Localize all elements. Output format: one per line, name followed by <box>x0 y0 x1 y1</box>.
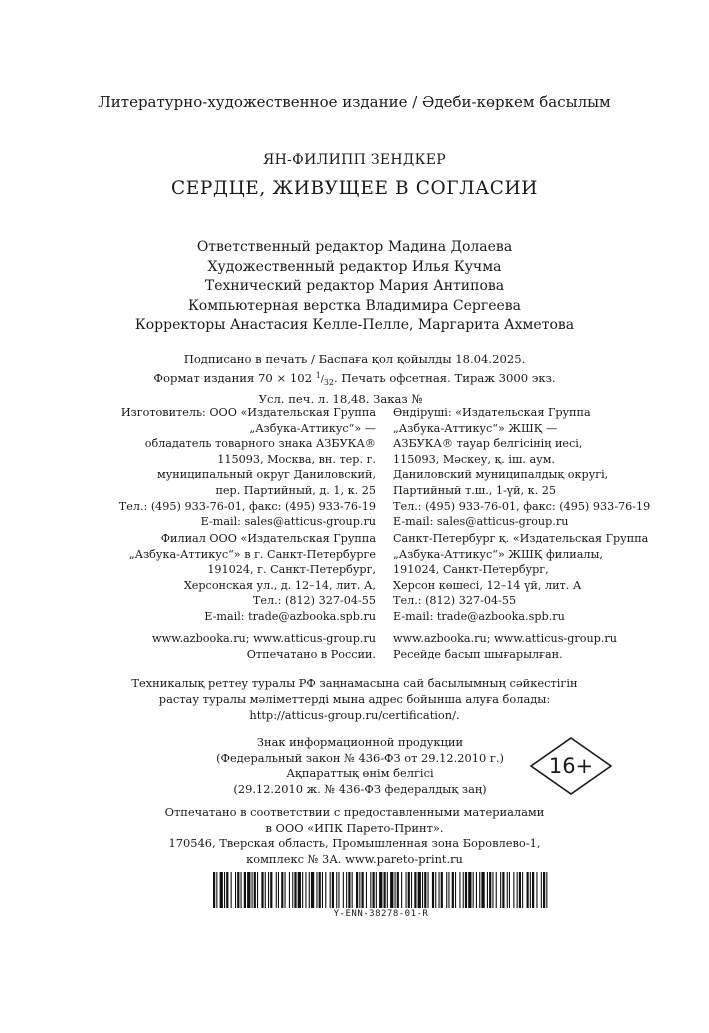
barcode-bar <box>294 872 296 908</box>
barcode-bar <box>379 872 382 908</box>
certification-info <box>0 675 709 723</box>
barcode-bar <box>406 872 407 908</box>
barcode-bar <box>536 872 537 908</box>
barcode-bar <box>418 872 421 908</box>
barcode-bar <box>336 872 337 908</box>
barcode-bar <box>309 872 310 908</box>
barcode-bar <box>241 872 242 908</box>
manufacturer-ru <box>119 405 376 530</box>
barcode-bar <box>509 872 510 908</box>
branch-kz-line: „Азбука-Аттикус“» ЖШҚ филиалы, <box>393 547 603 561</box>
barcode-bar <box>532 872 534 908</box>
age-rating-badge <box>529 736 613 796</box>
web-kz <box>393 631 617 662</box>
author-name: ЯН-ФИЛИПП ЗЕНДКЕР <box>263 152 446 168</box>
branch-ru-line: E-mail: trade@azbooka.spb.ru <box>204 609 376 623</box>
barcode-bar <box>476 872 477 908</box>
branch-ru-line: Херсонская ул., д. 12–14, лит. А, <box>183 578 376 592</box>
barcode-bar <box>257 872 258 908</box>
barcode-bar <box>496 872 497 908</box>
barcode-bar <box>281 872 283 908</box>
format-line <box>0 368 709 391</box>
barcode-bar <box>473 872 474 908</box>
manufacturer-ru-line: Изготовитель: ООО «Издательская Группа <box>120 406 376 419</box>
barcode-bar <box>265 872 266 908</box>
barcode-bar <box>455 872 456 908</box>
age-info <box>180 735 540 797</box>
printer-info <box>0 805 709 867</box>
barcode-bar <box>370 872 371 908</box>
branch-ru-line: Филиал ООО «Издательская Группа <box>160 532 376 545</box>
barcode-bar <box>332 872 334 908</box>
branch-ru-line: „Азбука-Аттикус“» в г. Санкт-Петербурге <box>128 547 376 561</box>
manufacturer-ru-line: 115093, Москва, вн. тер. г. <box>217 452 376 466</box>
credit-line: Корректоры Анастасия Келле-Пелле, Маргарита Ахметова <box>134 317 575 333</box>
barcode-bar <box>530 872 531 908</box>
format-fraction: $^1/_{32}$ <box>315 370 335 387</box>
age-info-line: (29.12.2010 ж. № 436-ФЗ федералдық заң) <box>233 781 487 796</box>
manufacturer-kz-line: E-mail: sales@atticus-group.ru <box>393 515 569 529</box>
manufacturer-kz-line: АЗБУКА® тауар белгісінің иесі, <box>393 437 583 451</box>
barcode-bar <box>395 872 396 908</box>
barcode-bar <box>311 872 314 908</box>
barcode-bar <box>519 872 521 908</box>
age-rating-label: 16+ <box>548 754 594 778</box>
barcode-bar <box>322 872 323 908</box>
barcode-bar <box>285 872 286 908</box>
barcode-bar <box>254 872 256 908</box>
barcode-bar <box>316 872 317 908</box>
barcode-bar <box>390 872 393 908</box>
barcode-bar <box>441 872 443 908</box>
manufacturer-ru-line: „Азбука-Аттикус“» — <box>249 421 376 435</box>
branch-kz-line: Тел.: (812) 327-04-55 <box>393 594 517 608</box>
certification-url: http://atticus-group.ru/certification/. <box>249 708 460 722</box>
barcode-bar <box>448 872 449 908</box>
barcode-bar <box>541 872 542 908</box>
barcode-bar <box>366 872 367 908</box>
format-suffix: . Печать офсетная. Тираж 3000 экз. <box>334 370 556 385</box>
age-info-line: Знак информационной продукции <box>256 735 464 749</box>
book-title: СЕРДЦЕ, ЖИВУЩЕЕ В СОГЛАСИИ <box>171 178 538 199</box>
websites-kz: www.azbooka.ru; www.atticus-group.ru <box>393 632 617 645</box>
barcode-bar <box>513 872 514 908</box>
barcode-bar <box>268 872 269 908</box>
manufacturer-ru-line: пер. Партийный, д. 1, к. 25 <box>215 483 376 497</box>
barcode-bar <box>343 872 344 908</box>
credit-line: Компьютерная верстка Владимира Сергеева <box>187 297 522 314</box>
barcode-bar <box>543 872 545 908</box>
manufacturer-kz-line: Өндіруші: «Издательская Группа <box>393 406 591 419</box>
branch-kz-line: Санкт-Петербург қ. «Издательская Группа <box>393 532 649 545</box>
credit-line: Технический редактор Мария Антипова <box>204 278 505 294</box>
barcode-bar <box>261 872 263 908</box>
manufacturer-kz-line: „Азбука-Аттикус“» ЖШҚ — <box>393 421 558 435</box>
manufacturer-kz-line: Тел.: (495) 933-76-01, факс: (495) 933-76-19 <box>393 499 651 513</box>
barcode-bar <box>244 872 246 908</box>
barcode-bar <box>428 872 429 908</box>
barcode-bar <box>414 872 416 908</box>
barcode-bar <box>446 872 447 908</box>
barcode-bar <box>235 872 236 908</box>
format-prefix: Формат издания 70 × 102 <box>153 370 316 385</box>
barcode-bar <box>276 872 277 908</box>
barcode-bar <box>384 872 386 908</box>
barcode-bar <box>352 872 353 908</box>
branch-ru-line: 191024, г. Санкт-Петербург, <box>207 563 376 577</box>
barcode-bar <box>387 872 388 908</box>
manufacturer-kz <box>393 405 650 530</box>
barcode-bar <box>468 872 471 908</box>
barcode-bar <box>522 872 523 908</box>
barcode-bar <box>338 872 339 908</box>
barcode-bar <box>479 872 480 908</box>
barcode-bar <box>270 872 272 908</box>
websites-ru: www.azbooka.ru; www.atticus-group.ru <box>152 632 376 645</box>
barcode-bar <box>452 872 454 908</box>
manufacturer-ru-line: E-mail: sales@atticus-group.ru <box>200 515 376 529</box>
manufacturer-ru-line: Тел.: (495) 933-76-01, факс: (495) 933-76-19 <box>118 499 376 513</box>
printer-line: в ООО «ИПК Парето-Принт». <box>265 820 444 835</box>
barcode-bar <box>546 872 547 908</box>
barcode-bar <box>439 872 440 908</box>
barcode-bar <box>252 872 253 908</box>
barcode-bar <box>432 872 434 908</box>
edition-type: Литературно-художественное издание / Әдеби-көркем басылым <box>98 93 611 111</box>
barcode-bar <box>237 872 239 908</box>
barcode-bar <box>220 872 223 908</box>
barcode-bar <box>408 872 410 908</box>
barcode-bar <box>362 872 364 908</box>
printer-line: комплекс № 3А. www.pareto-print.ru <box>246 851 463 866</box>
barcode-bar <box>517 872 518 908</box>
certification-line: Техникалық реттеу туралы РФ заңнамасына сай басылымның сәйкестігін <box>131 676 578 690</box>
barcode-bar <box>463 872 464 908</box>
branch-ru <box>129 531 376 625</box>
branch-kz <box>393 531 648 625</box>
barcode-bar <box>216 872 217 908</box>
barcode-bar <box>325 872 326 908</box>
barcode-bar <box>373 872 375 908</box>
manufacturer-kz-line: Даниловский муниципалдық округі, <box>393 468 609 482</box>
barcode-bar <box>500 872 501 908</box>
barcode-bar <box>527 872 529 908</box>
barcode-bar <box>424 872 426 908</box>
barcode-bar <box>289 872 290 908</box>
barcode-bar <box>226 872 228 908</box>
printer-line: Отпечатано в соответствии с предоставленными материалами <box>164 805 545 819</box>
manufacturer-ru-line: обладатель товарного знака АЗБУКА® <box>144 437 376 451</box>
printed-in-russia-kz: Ресейде басып шығарылған. <box>393 647 563 661</box>
barcode-bar <box>489 872 491 908</box>
print-info <box>0 351 709 407</box>
printed-in-russia: Отпечатано в России. <box>246 647 376 661</box>
manufacturer-kz-line: Партийный т.ш., 1-үй, к. 25 <box>393 483 557 497</box>
credits-block <box>0 238 709 336</box>
barcode-bar <box>348 872 350 908</box>
barcode-bar <box>465 872 467 908</box>
barcode-bar <box>435 872 436 908</box>
web-ru <box>152 631 376 662</box>
barcode-icon <box>213 872 549 908</box>
age-info-line: (Федеральный закон № 436-ФЗ от 29.12.2010 г.) <box>216 750 504 765</box>
barcode-bar <box>459 872 460 908</box>
barcode-bar <box>397 872 399 908</box>
barcode-bar <box>224 872 225 908</box>
manufacturer-kz-line: 115093, Мәскеу, қ. іш. аум. <box>393 452 555 466</box>
certification-line: растау туралы мәліметтерді мына адрес бойынша алуға болады: <box>158 692 551 706</box>
barcode-bar <box>292 872 293 908</box>
sheets-text: Усл. печ. л. 18,48. Заказ № <box>258 391 423 406</box>
barcode-bar <box>302 872 303 908</box>
credit-line: Художественный редактор Илья Кучма <box>207 258 502 275</box>
signed-to-print: Подписано в печать / Баспаға қол қойылды 18.04.2025. <box>183 352 526 366</box>
barcode-bar <box>278 872 279 908</box>
barcode-bar <box>502 872 504 908</box>
barcode-bar <box>231 872 232 908</box>
barcode-bar <box>359 872 360 908</box>
branch-kz-line: Херсон көшесі, 12–14 үй, лит. А <box>393 578 582 592</box>
barcode-bar <box>330 872 331 908</box>
barcode-bar <box>376 872 377 908</box>
barcode-bar <box>298 872 301 908</box>
printer-line: 170546, Тверская область, Промышленная зона Боровлево-1, <box>168 836 541 851</box>
branch-kz-line: E-mail: trade@azbooka.spb.ru <box>393 609 565 623</box>
barcode-bar <box>247 872 250 908</box>
branch-kz-line: 191024, Санкт-Петербург, <box>393 563 549 577</box>
barcode-bar <box>411 872 412 908</box>
barcode-bar <box>481 872 484 908</box>
credit-line: Ответственный редактор Мадина Долаева <box>196 239 513 255</box>
barcode-text: Y-ENN-38278-01-R <box>333 909 429 919</box>
barcode-bar <box>319 872 321 908</box>
barcode-bar <box>213 872 215 908</box>
barcode-bar <box>487 872 488 908</box>
barcode-bar <box>346 872 347 908</box>
manufacturer-ru-line: муниципальный округ Даниловский, <box>157 468 376 482</box>
barcode-bar <box>422 872 423 908</box>
branch-ru-line: Тел.: (812) 327-04-55 <box>252 594 376 608</box>
barcode-bar <box>305 872 306 908</box>
barcode-bar <box>401 872 402 908</box>
barcode-bar <box>356 872 358 908</box>
barcode-bar <box>507 872 508 908</box>
age-info-line: Ақпараттық өнім белгісі <box>286 766 434 781</box>
barcode-bar <box>492 872 493 908</box>
